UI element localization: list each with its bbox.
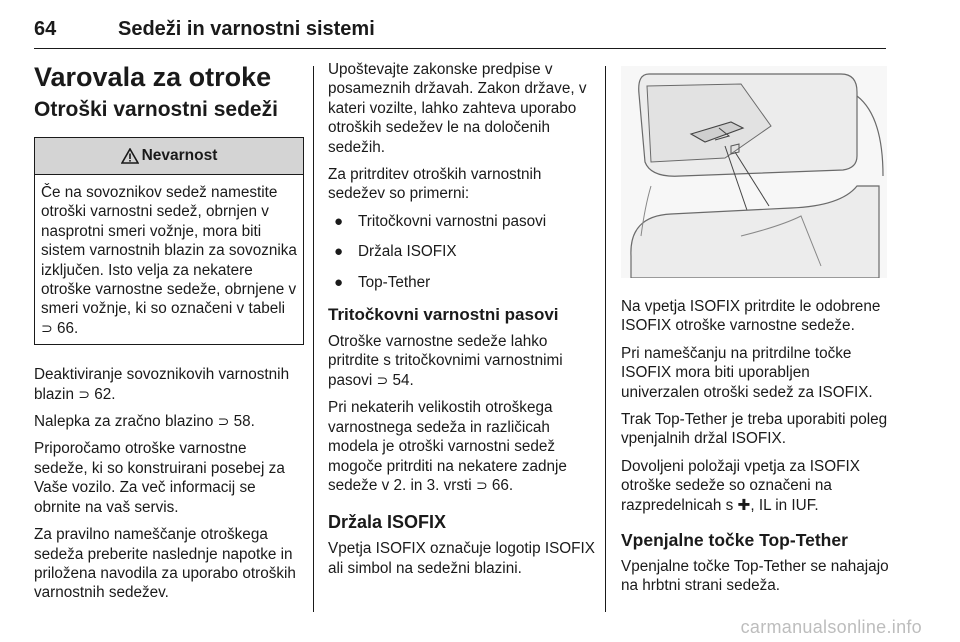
paragraph: Na vpetja ISOFIX pritrdite le odobrene ISOFIX otroške varnostne sedeže. [621, 298, 881, 335]
column-1 [34, 60, 304, 611]
isofix-plus-icon: ✚ [737, 496, 751, 514]
paragraph: Za pravilno nameščanje otroškega sedeža preberite naslednje napotke in priložena navodila za uporabo otroških varnostnih sedežev. [34, 526, 296, 602]
paragraph [328, 398, 596, 495]
paragraph-text: Nalepka za zračno blazino [34, 413, 214, 431]
paragraph: Pri nameščanju na pritrdilne točke ISOFIX mora biti uporabljen univerzalen otroški sedež za ISOFIX. [621, 344, 873, 401]
page-number: 64 [34, 18, 57, 40]
column-divider-1 [313, 66, 314, 612]
warning-title: Nevarnost [141, 147, 218, 164]
paragraph: Vpetja ISOFIX označuje logotip ISOFIX ali simbol na sedežni blazini. [328, 540, 595, 577]
paragraph-text: Deaktiviranje sovoznikovih varnostnih blazin [34, 366, 290, 403]
warning-triangle-icon [121, 148, 139, 164]
heading-belts: Tritočkovni varnostni pasovi [328, 305, 559, 325]
paragraph: Vpenjalne točke Top-Tether se nahajajo na hrbtni strani sedeža. [621, 558, 889, 595]
section-title: Varovala za otroke [34, 62, 272, 92]
paragraph-text: Dovoljeni položaji vpetja za ISOFIX otroške sedeže so označeni na razpredelnicah s [621, 457, 860, 514]
heading-isofix: Držala ISOFIX [328, 512, 447, 533]
header-rule [34, 48, 886, 49]
sub-title: Otroški varnostni sedeži [34, 98, 278, 121]
page-ref-icon: ⊃ [41, 319, 53, 336]
paragraph [34, 365, 304, 404]
heading-top-tether: Vpenjalne točke Top-Tether [621, 530, 848, 551]
paragraph [328, 332, 596, 390]
running-title: Sedeži in varnostni sistemi [118, 18, 375, 40]
column-divider-2 [605, 66, 606, 612]
paragraph-text: , IL in IUF. [750, 496, 819, 514]
watermark: carmanualsonline.info [740, 617, 922, 637]
bullet-icon: ● [334, 273, 344, 291]
paragraph-text: Pri nekaterih velikostih otroškega varnostnega sedeža in različicah modela je otroški varnostni sedež mogoče pritrditi na nekatere zadnje sedeže v 2. in 3. vrsti [328, 399, 567, 494]
bullet-icon: ● [334, 212, 344, 230]
list-item-text: Top-Tether [358, 273, 431, 291]
paragraph: Upoštevajte zakonske predpise v posameznih državah. Zakon države, v kateri vozilte, lahko zahteva uporabo otroških sedežev le na določenih sedežih. [328, 61, 587, 156]
paragraph [621, 457, 891, 515]
warning-body [35, 175, 303, 344]
list-item [328, 212, 596, 231]
page-ref[interactable]: 66. [56, 319, 79, 337]
paragraph: Priporočamo otroške varnostne sedeže, ki so konstruirani posebej za Vaše vozilo. Za več informacij se obrnite na vaš servis. [34, 440, 285, 516]
paragraph-text: Otroške varnostne sedeže lahko pritrdite s tritočkovnimi varnostnimi pasovi [328, 333, 563, 389]
page-ref-icon: ⊃ [475, 476, 488, 493]
warning-box [34, 137, 304, 345]
list-item [328, 273, 596, 292]
page-ref-icon: ⊃ [78, 385, 90, 402]
warning-text: Če na sovoznikov sedež namestite otroški varnostni sedež, obrnjen v nasprotni smeri vožnje, mora biti sistem varnostnih blazin za sovoznika izključen. Isto velja za nekatere otroške varnostne sedeže, obrnjene v smeri vožnje, ki so označeni v tabeli [41, 184, 297, 318]
list-item [328, 242, 596, 261]
list-item-text: Tritočkovni varnostni pasovi [358, 212, 547, 230]
column-3 [621, 60, 891, 604]
paragraph: Za pritrditev otroških varnostnih sedežev so primerni: [328, 166, 542, 203]
page-ref[interactable]: 66. [491, 476, 514, 494]
paragraph: Trak Top-Tether je treba uporabiti poleg vpenjalnih držal ISOFIX. [621, 411, 888, 448]
column-2 [328, 60, 596, 586]
bullet-icon: ● [334, 243, 344, 261]
page-ref-icon: ⊃ [376, 371, 389, 388]
paragraph [34, 412, 304, 431]
page-ref[interactable]: 58. [233, 413, 255, 431]
warning-header [35, 138, 303, 175]
list-item-text: Držala ISOFIX [358, 243, 457, 261]
page-ref[interactable]: 54. [392, 371, 414, 389]
isofix-seat-illustration [621, 66, 887, 278]
page-ref-icon: ⊃ [217, 413, 230, 430]
bullet-list [328, 212, 596, 292]
page-ref[interactable]: 62. [94, 385, 116, 403]
